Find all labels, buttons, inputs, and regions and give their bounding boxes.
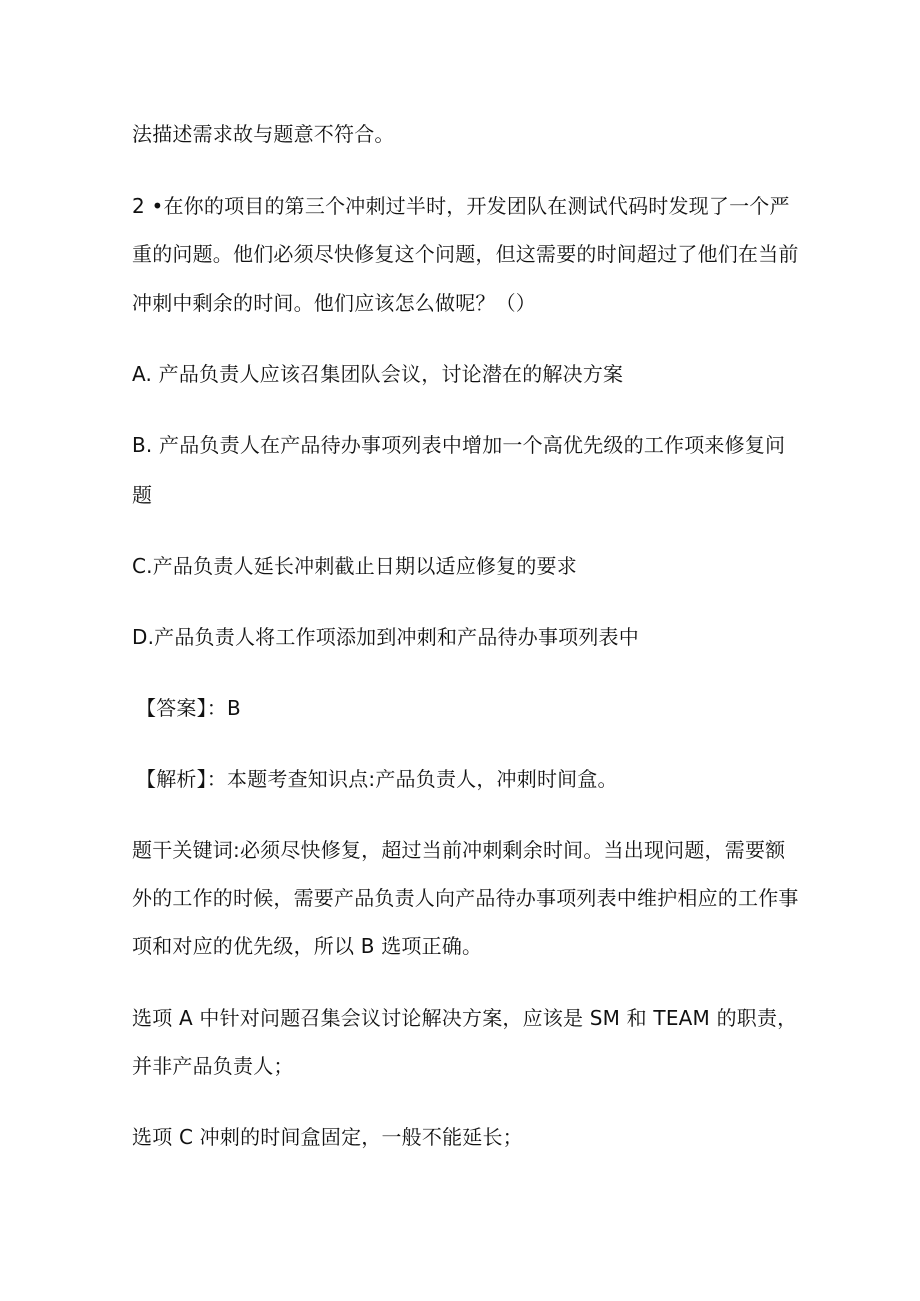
paragraph-continuation: 法描述需求故与题意不符合。	[132, 122, 395, 146]
option-b-line-2: 题	[132, 483, 153, 507]
option-a: A. 产品负责人应该召集团队会议，讨论潜在的解决方案	[132, 362, 624, 386]
question-2-line-1: 2 •在你的项目的第三个冲刺过半时，开发团队在测试代码时发现了一个严	[132, 194, 790, 218]
explain-a-line-2: 并非产品负责人；	[132, 1054, 294, 1078]
explain-a-line-1: 选项 A 中针对问题召集会议讨论解决方案，应该是 SM 和 TEAM 的职责，	[132, 1006, 798, 1030]
explain-c: 选项 C 冲刺的时间盒固定，一般不能延长；	[132, 1125, 523, 1149]
question-2-line-2: 重的问题。他们必须尽快修复这个问题，但这需要的时间超过了他们在当前	[132, 242, 799, 266]
keywords-line-3: 项和对应的优先级，所以 B 选项正确。	[132, 934, 483, 958]
keywords-line-1: 题干关键词:必须尽快修复，超过当前冲刺剩余时间。当出现问题，需要额	[132, 838, 786, 862]
option-b-line-1: B. 产品负责人在产品待办事项列表中增加一个高优先级的工作项来修复问	[132, 433, 786, 457]
option-c: C.产品负责人延长冲刺截止日期以适应修复的要求	[132, 554, 577, 578]
question-2-line-3: 冲刺中剩余的时间。他们应该怎么做呢？（）	[132, 291, 536, 315]
option-d: D.产品负责人将工作项添加到冲刺和产品待办事项列表中	[132, 625, 639, 649]
answer-label: 【答案】：B	[136, 696, 241, 720]
keywords-line-2: 外的工作的时候，需要产品负责人向产品待办事项列表中维护相应的工作事	[132, 886, 799, 910]
analysis-label: 【解析】：本题考查知识点:产品负责人，冲刺时间盒。	[136, 767, 618, 791]
